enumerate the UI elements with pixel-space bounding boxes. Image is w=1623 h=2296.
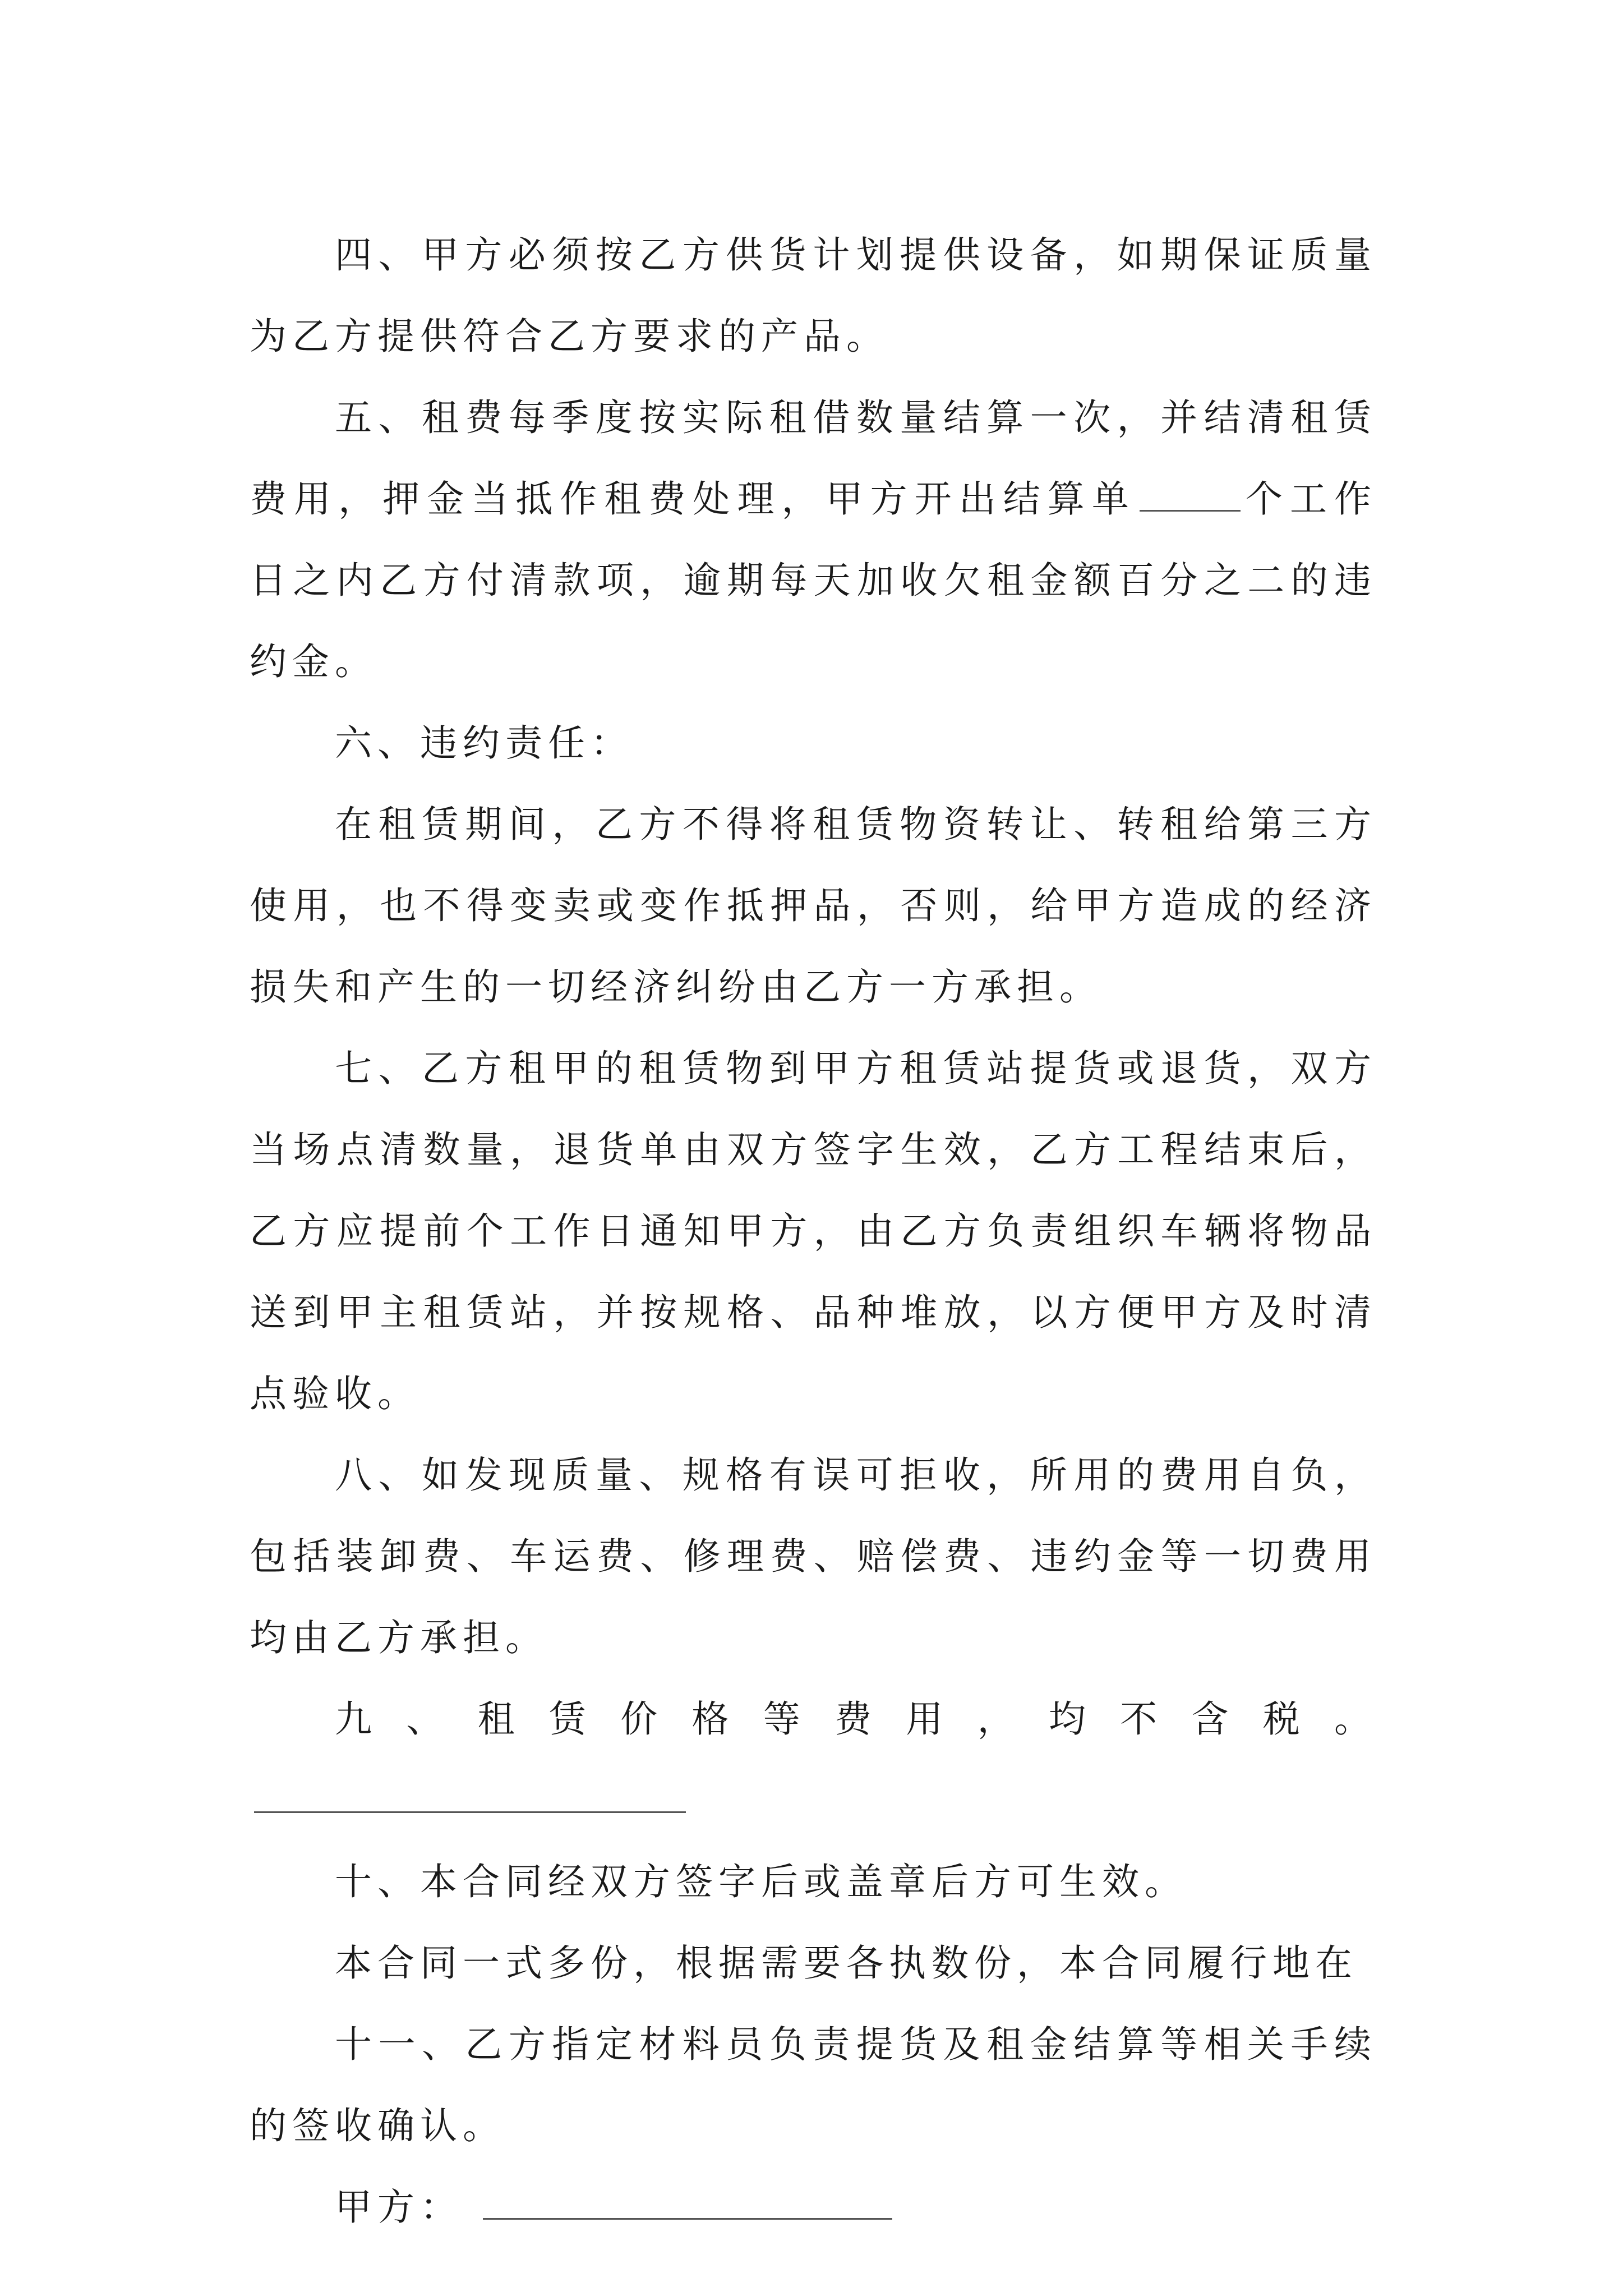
clause-10: 十、本合同经双方签字后或盖章后方可生效。 — [335, 1860, 1187, 1903]
clause-7: 七、乙方租甲的租赁物到甲方租赁站提货或退货，双方当场点清数量，退货单由双方签字生效，乙方工程结束后，乙方应提前个工作日通知甲方，由乙方负责组织车辆将物品送到甲主租赁站，并按规格、品种堆放，以方便甲方及时清点验收。 — [250, 1047, 1377, 1415]
party-a-label: 甲方： — [335, 2185, 463, 2229]
contract-body — [250, 214, 1377, 2248]
signature-line-party-a — [250, 2166, 1377, 2248]
clause-6-title: 六、违约责任： — [335, 721, 633, 765]
clause-9-text: 九、租赁价格等费用，均不含税。 — [335, 1697, 1377, 1741]
party-a-signature-blank — [483, 2187, 892, 2220]
clause-9 — [250, 1678, 1377, 1841]
clause-5-text-before: 五、租费每季度按实际租借数量结算一次，并结清租赁费用，押金当抵作租费处理，甲方开出结算单 — [250, 396, 1377, 521]
clause-8: 八、如发现质量、规格有误可拒收，所用的费用自负，包括装卸费、车运费、修理费、赔偿费、违约金等一切费用均由乙方承担。 — [250, 1453, 1377, 1659]
clause-5-text-after: 个工作日之内乙方付清款项，逾期每天加收欠租金额百分之二的违约金。 — [250, 477, 1377, 683]
clause-11: 十一、乙方指定材料员负责提货及租金结算等相关手续的签收确认。 — [250, 2023, 1377, 2147]
clause-5 — [250, 377, 1377, 702]
clause-6-body: 在租赁期间，乙方不得将租赁物资转让、转租给第三方使用，也不得变卖或变作抵押品，否则，给甲方造成的经济损失和产生的一切经济纠纷由乙方一方承担。 — [250, 803, 1377, 1009]
tax-note-blank — [254, 1780, 686, 1813]
clause-4: 四、甲方必须按乙方供货计划提供设备，如期保证质量为乙方提供符合乙方要求的产品。 — [250, 233, 1377, 358]
settlement-days-blank — [1140, 478, 1241, 512]
clause-10-copies: 本合同一式多份，根据需要各执数份，本合同履行地在 — [335, 1941, 1358, 1985]
